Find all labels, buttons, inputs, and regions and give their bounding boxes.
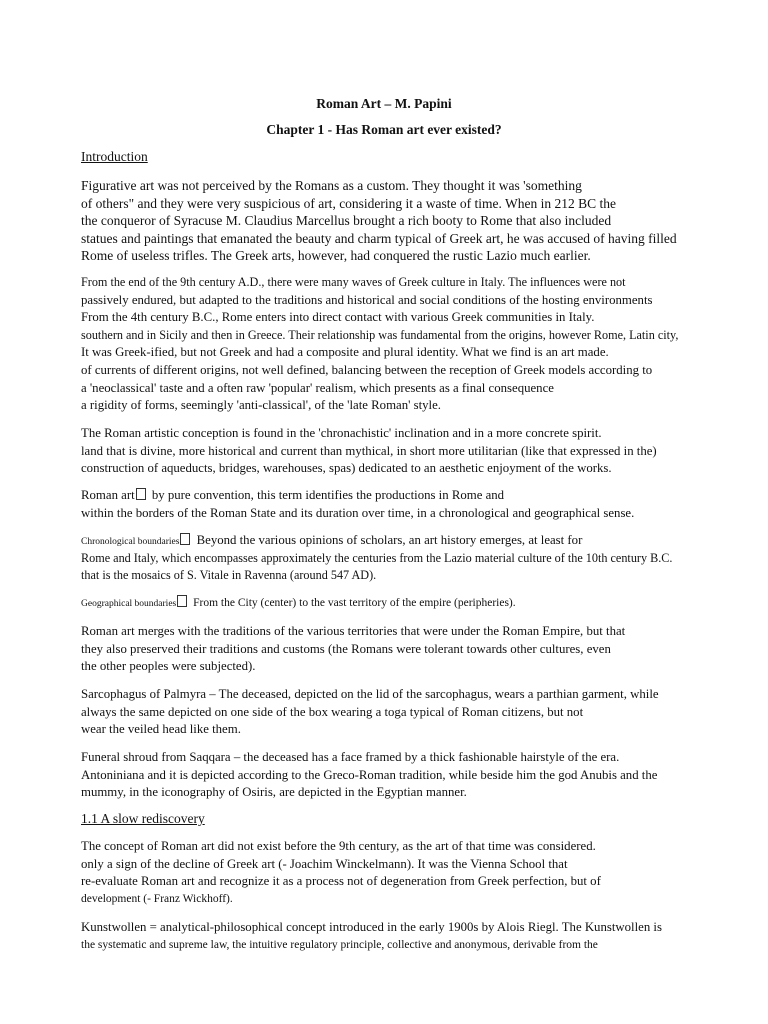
text-line: within the borders of the Roman State and its duration over time, in a chronological and geographical sense. [81,505,635,520]
text-line: the conqueror of Syracuse M. Claudius Marcellus brought a rich booty to Rome that also included [81,213,612,229]
text-line: Roman art merges with the traditions of the various territories that were under the Roman Empire, but that [81,624,626,638]
term-label: Geographical boundaries [81,599,177,609]
text-line: a rigidity of forms, seemingly 'anti-classical', of the 'late Roman' style. [81,398,441,413]
text-line [81,595,741,613]
paragraph-intro [81,177,741,265]
text-line: mummy, in the iconography of Osiris, are depicted in the Egyptian manner. [81,785,467,800]
text-fragment: Beyond the various opinions of scholars, an art history emerges, at least for [193,533,583,547]
paragraph-funeral-shroud [81,749,741,802]
text-fragment: From the City (center) to the vast territory of the empire (peripheries). [190,597,516,609]
text-line: It was Greek-ified, but not Greek and had a composite and plural identity. What we find is an art made. [81,345,609,360]
term-label: Roman art [81,488,135,502]
text-line: passively endured, but adapted to the traditions and historical and social conditions of the hosting environments [81,292,653,307]
paragraph-roman-art-definition [81,487,741,522]
text-line: wear the veiled head like them. [81,722,241,737]
text-line: Rome of useless trifles. The Greek arts, however, had conquered the rustic Lazio much earlier. [81,248,591,264]
text-line: re-evaluate Roman art and recognize it as a process not of degeneration from Greek perfection, but of [81,874,601,889]
paragraph-chronological-boundaries [81,532,741,585]
text-line: From the 4th century B.C., Rome enters into direct contact with various Greek communities in Italy. [81,310,595,325]
text-fragment: by pure convention, this term identifies the productions in Rome and [148,488,505,502]
text-line: a 'neoclassical' taste and a often raw 'popular' realism, which presents as a final consequence [81,380,554,395]
missing-glyph-icon [177,595,187,607]
paragraph-geographical-boundaries [81,595,741,613]
document-title: Roman Art – M. Papini [316,96,452,111]
text-line: Sarcophagus of Palmyra – The deceased, depicted on the lid of the sarcophagus, wears a parthian garment, while [81,687,659,701]
text-line: Kunstwollen = analytical-philosophical concept introduced in the early 1900s by Alois Riegl. The Kunstwollen is [81,920,662,934]
missing-glyph-icon [180,533,190,545]
paragraph-rediscovery [81,838,741,908]
text-line: southern and in Sicily and then in Greece. Their relationship was fundamental from the origins, however Rome, Latin city, [81,327,679,342]
text-line: always the same depicted on one side of the box wearing a toga typical of Roman citizens, but not [81,704,584,719]
text-line: they also preserved their traditions and customs (the Romans were tolerant towards other cultures, even [81,641,611,656]
text-line: Funeral shroud from Saqqara – the deceased has a face framed by a thick fashionable hairstyle of the era. [81,750,620,764]
text-line: of others" and they were very suspicious of art, considering it a waste of time. When in 212 BC the [81,195,617,211]
paragraph-sarcophagus [81,686,741,739]
paragraph-kunstwollen [81,919,741,954]
section-heading: 1.1 A slow rediscovery [81,811,205,826]
text-line: The concept of Roman art did not exist before the 9th century, as the art of that time was considered. [81,839,596,853]
text-line: the other peoples were subjected). [81,659,256,674]
paragraph-greek-influence [81,274,741,415]
paragraph-traditions [81,623,741,676]
text-line: construction of aqueducts, bridges, warehouses, spas) dedicated to an aesthetic enjoyment of the works. [81,461,612,476]
text-line: Figurative art was not perceived by the Romans as a custom. They thought it was 'something [81,178,582,193]
text-line: the systematic and supreme law, the intuitive regulatory principle, collective and anonymous, derivable from the [81,938,598,951]
text-line: statues and paintings that emanated the beauty and charm typical of Greek art, he was accused of having filled [81,230,677,246]
chapter-title: Chapter 1 - Has Roman art ever existed? [266,122,502,137]
text-line: of currents of different origins, not well defined, balancing between the reception of Greek models according to [81,362,653,377]
introduction-heading: Introduction [81,149,148,164]
text-line: only a sign of the decline of Greek art (- Joachim Winckelmann). It was the Vienna School that [81,856,568,871]
missing-glyph-icon [136,488,146,500]
text-line: Antoniniana and it is depicted according to the Greco-Roman tradition, while beside him the god Anubis and the [81,767,658,782]
text-line [81,487,741,505]
text-line: land that is divine, more historical and current than mythical, in short more utilitarian (like that expressed in the) [81,443,657,458]
text-line: Rome and Italy, which encompasses approximately the centuries from the Lazio material culture of the 10th century B.C. [81,550,673,565]
text-line: From the end of the 9th century A.D., there were many waves of Greek culture in Italy. The influences were not [81,275,626,289]
term-label: Chronological boundaries [81,537,180,547]
text-line: The Roman artistic conception is found in the 'chronachistic' inclination and in a more concrete spirit. [81,426,602,440]
text-line: development (- Franz Wickhoff). [81,892,233,905]
text-line [81,532,741,550]
text-line: that is the mosaics of S. Vitale in Ravenna (around 547 AD). [81,568,377,583]
paragraph-artistic-conception [81,425,741,478]
